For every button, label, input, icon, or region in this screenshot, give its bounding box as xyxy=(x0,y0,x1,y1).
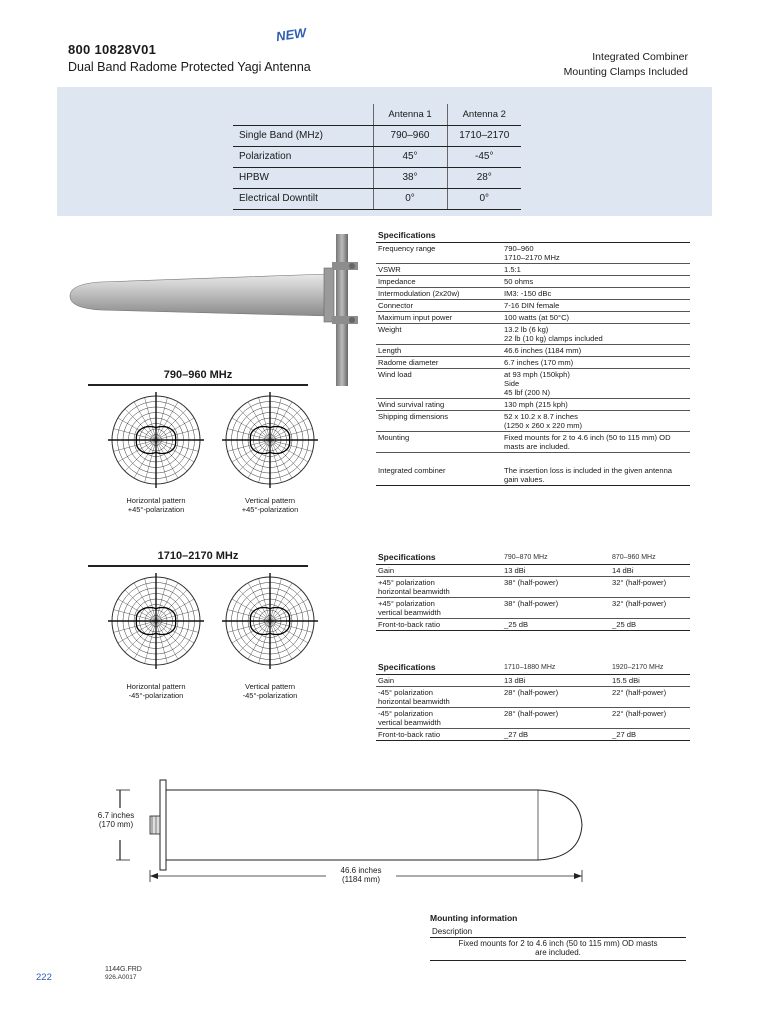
polar-vertical-band-1 xyxy=(222,392,318,488)
band-1-rule xyxy=(88,384,308,386)
gain-row xyxy=(376,708,690,729)
spec-key: VSWR xyxy=(376,264,502,276)
gain-row xyxy=(376,729,690,741)
gain-value-2: 22° (half-power) xyxy=(610,708,690,729)
specifications-heading: Specifications xyxy=(376,230,690,243)
gain-1-col-2: 870–960 MHz xyxy=(610,552,690,565)
spec-row xyxy=(376,264,690,276)
gain-value-1: 28° (half-power) xyxy=(502,708,610,729)
gain-value-2: 14 dBi xyxy=(610,565,690,577)
spec-row xyxy=(376,288,690,300)
model-number: 800 10828V01 xyxy=(68,42,157,57)
gain-key: -45° polarization vertical beamwidth xyxy=(376,708,502,729)
gain-1-heading: Specifications xyxy=(376,552,502,565)
spec-spacer-cell xyxy=(376,453,690,465)
spec-value: 13.2 lb (6 kg) 22 lb (10 kg) clamps included xyxy=(502,324,690,345)
gain-row xyxy=(376,687,690,708)
new-badge: NEW xyxy=(275,24,308,45)
gain-value-1: 28° (half-power) xyxy=(502,687,610,708)
summary-header-antenna-2: Antenna 2 xyxy=(447,104,521,125)
spec-value: 1.5:1 xyxy=(502,264,690,276)
mounting-info-table xyxy=(430,912,686,961)
summary-cell: 0° xyxy=(373,188,447,209)
gain-1-col-1: 790–870 MHz xyxy=(502,552,610,565)
summary-cell: HPBW xyxy=(233,167,373,188)
summary-cell: 38° xyxy=(373,167,447,188)
doc-code-1: 1144G.FRD xyxy=(105,966,142,973)
polar-horizontal-band-2 xyxy=(108,573,204,669)
mounting-description-value: Fixed mounts for 2 to 4.6 inch (50 to 115 mm) OD masts are included. xyxy=(430,938,686,961)
spec-value: 6.7 inches (170 mm) xyxy=(502,357,690,369)
spec-key: Impedance xyxy=(376,276,502,288)
summary-cell: 45° xyxy=(373,146,447,167)
gain-value-2: _27 dB xyxy=(610,729,690,741)
gain-2-heading: Specifications xyxy=(376,662,502,675)
spec-row xyxy=(376,369,690,399)
mounting-info-heading: Mounting information xyxy=(430,913,518,923)
summary-cell: 28° xyxy=(447,167,521,188)
mounting-description-header: Description xyxy=(430,926,686,938)
summary-header-blank xyxy=(233,104,373,125)
spec-key: Frequency range xyxy=(376,243,502,264)
spec-key: Wind survival rating xyxy=(376,399,502,411)
spec-row xyxy=(376,345,690,357)
polar-vertical-band-2 xyxy=(222,573,318,669)
gain-key: Front-to-back ratio xyxy=(376,729,502,741)
doc-code-2: 926.A0017 xyxy=(105,974,137,981)
gain-key: Gain xyxy=(376,565,502,577)
spec-row xyxy=(376,357,690,369)
feature-mounting-clamps: Mounting Clamps Included xyxy=(563,66,688,78)
length-label: 46.6 inches (1184 mm) xyxy=(326,866,396,884)
gain-key: +45° polarization horizontal beamwidth xyxy=(376,577,502,598)
spec-key: Weight xyxy=(376,324,502,345)
gain-value-1: 13 dBi xyxy=(502,565,610,577)
gain-key: +45° polarization vertical beamwidth xyxy=(376,598,502,619)
gain-row xyxy=(376,675,690,687)
summary-cell: 1710–2170 xyxy=(447,125,521,146)
gain-key: Gain xyxy=(376,675,502,687)
gain-value-2: 22° (half-power) xyxy=(610,687,690,708)
antenna-photo xyxy=(66,230,366,390)
gain-2-col-1: 1710–1880 MHz xyxy=(502,662,610,675)
spec-value: IM3: -150 dBc xyxy=(502,288,690,300)
product-title: Dual Band Radome Protected Yagi Antenna xyxy=(68,60,311,74)
spec-key: Intermodulation (2x20w) xyxy=(376,288,502,300)
spec-row xyxy=(376,300,690,312)
polar-horizontal-band-1 xyxy=(108,392,204,488)
band-1-label: 790–960 MHz xyxy=(163,369,233,381)
spec-key: Mounting xyxy=(376,432,502,453)
gain-value-2: 15.5 dBi xyxy=(610,675,690,687)
gain-value-2: 32° (half-power) xyxy=(610,598,690,619)
gain-key: Front-to-back ratio xyxy=(376,619,502,631)
band-2-label: 1710–2170 MHz xyxy=(157,550,239,562)
spec-row xyxy=(376,324,690,345)
spec-row xyxy=(376,399,690,411)
spec-spacer xyxy=(376,453,690,465)
spec-row xyxy=(376,276,690,288)
gain-row xyxy=(376,565,690,577)
summary-band xyxy=(57,87,712,216)
spec-value: 130 mph (215 kph) xyxy=(502,399,690,411)
caption-horizontal-band-1: Horizontal pattern +45°-polarization xyxy=(126,496,186,514)
gain-value-1: 38° (half-power) xyxy=(502,598,610,619)
summary-row xyxy=(233,125,521,146)
gain-value-2: 32° (half-power) xyxy=(610,577,690,598)
summary-cell: Polarization xyxy=(233,146,373,167)
spec-value: 100 watts (at 50°C) xyxy=(502,312,690,324)
summary-row xyxy=(233,146,521,167)
gain-value-1: 13 dBi xyxy=(502,675,610,687)
gain-row xyxy=(376,598,690,619)
band-2-rule xyxy=(88,565,308,567)
spec-row xyxy=(376,243,690,264)
gain-row xyxy=(376,577,690,598)
page-number: 222 xyxy=(36,972,52,983)
summary-cell: 0° xyxy=(447,188,521,209)
summary-header-antenna-1: Antenna 1 xyxy=(373,104,447,125)
gain-key: -45° polarization horizontal beamwidth xyxy=(376,687,502,708)
gain-value-1: _25 dB xyxy=(502,619,610,631)
spec-key: Shipping dimensions xyxy=(376,411,502,432)
summary-cell: Single Band (MHz) xyxy=(233,125,373,146)
gain-value-1: 38° (half-power) xyxy=(502,577,610,598)
spec-value: 50 ohms xyxy=(502,276,690,288)
spec-value: 52 x 10.2 x 8.7 inches (1250 x 260 x 220 mm) xyxy=(502,411,690,432)
summary-cell: Electrical Downtilt xyxy=(233,188,373,209)
specifications-table xyxy=(376,230,690,486)
spec-row xyxy=(376,411,690,432)
spec-value: Fixed mounts for 2 to 4.6 inch (50 to 115 mm) OD masts are included. xyxy=(502,432,690,453)
summary-cell: 790–960 xyxy=(373,125,447,146)
spec-key: Radome diameter xyxy=(376,357,502,369)
spec-value: The insertion loss is included in the given antenna gain values. xyxy=(502,465,690,486)
spec-row xyxy=(376,312,690,324)
caption-vertical-band-2: Vertical pattern -45°-polarization xyxy=(242,682,298,700)
spec-value: 7-16 DIN female xyxy=(502,300,690,312)
spec-value: 46.6 inches (1184 mm) xyxy=(502,345,690,357)
summary-row xyxy=(233,167,521,188)
spec-key: Integrated combiner xyxy=(376,465,502,486)
feature-integrated-combiner: Integrated Combiner xyxy=(592,51,688,63)
spec-key: Connector xyxy=(376,300,502,312)
summary-row xyxy=(233,188,521,209)
gain-row xyxy=(376,619,690,631)
summary-cell: -45° xyxy=(447,146,521,167)
caption-vertical-band-1: Vertical pattern +45°-polarization xyxy=(241,496,299,514)
spec-key: Maximum input power xyxy=(376,312,502,324)
gain-table-low-band xyxy=(376,552,690,631)
gain-table-high-band xyxy=(376,662,690,741)
gain-value-1: _27 dB xyxy=(502,729,610,741)
caption-horizontal-band-2: Horizontal pattern -45°-polarization xyxy=(126,682,186,700)
spec-value: 790–960 1710–2170 MHz xyxy=(502,243,690,264)
diameter-label: 6.7 inches (170 mm) xyxy=(97,811,135,829)
spec-row-combiner xyxy=(376,465,690,486)
spec-key: Wind load xyxy=(376,369,502,399)
spec-row xyxy=(376,432,690,453)
spec-key: Length xyxy=(376,345,502,357)
spec-value: at 93 mph (150kph) Side 45 lbf (200 N) xyxy=(502,369,690,399)
gain-value-2: _25 dB xyxy=(610,619,690,631)
summary-table xyxy=(233,104,521,210)
gain-2-col-2: 1920–2170 MHz xyxy=(610,662,690,675)
